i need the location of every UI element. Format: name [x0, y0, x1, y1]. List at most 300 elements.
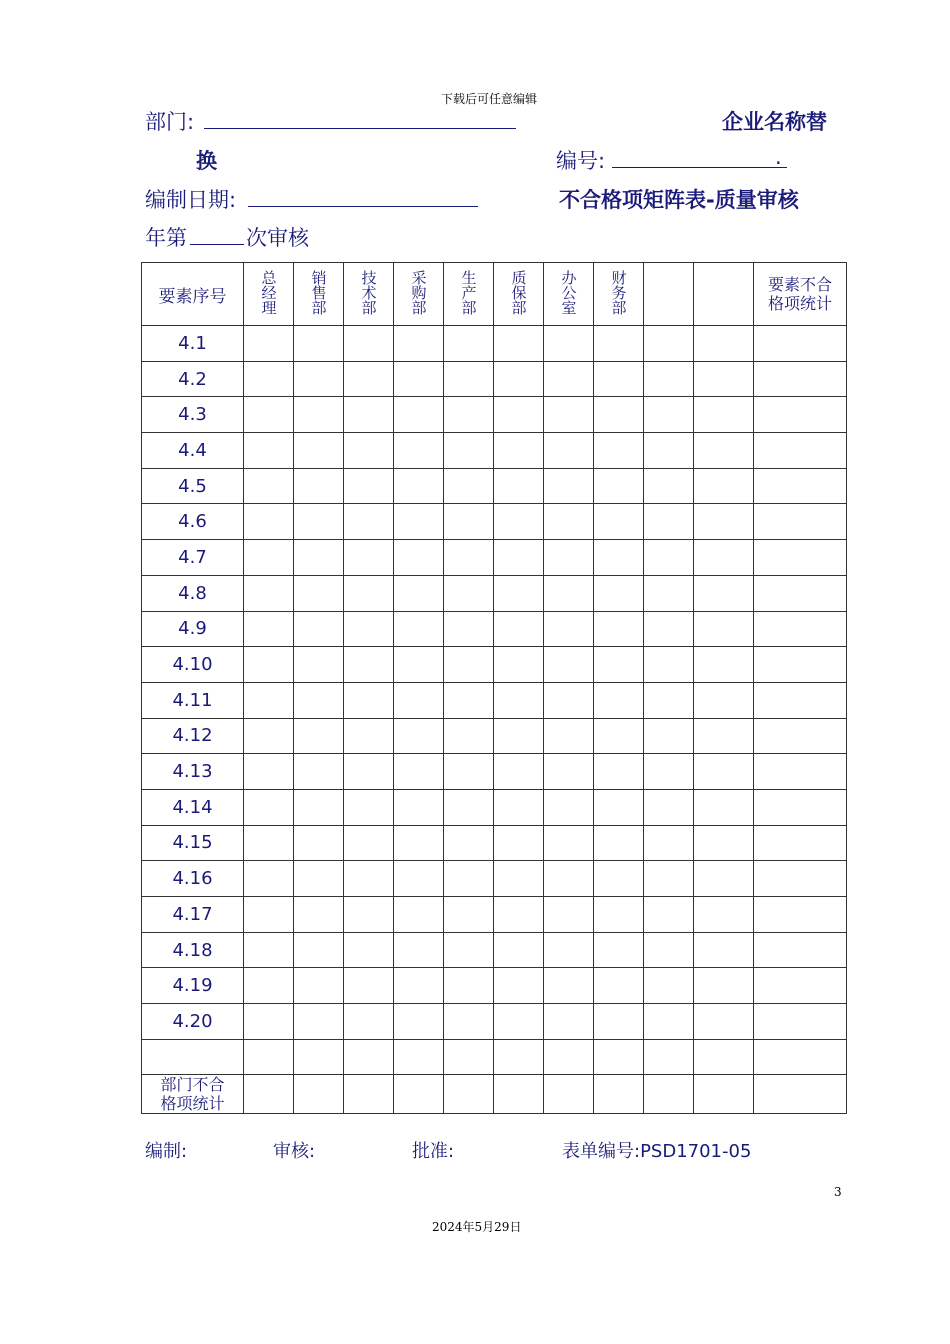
matrix-cell — [244, 611, 294, 647]
element-stat-cell — [754, 789, 847, 825]
matrix-cell — [294, 1039, 344, 1075]
matrix-cell — [544, 1039, 594, 1075]
element-number-cell — [142, 968, 244, 1004]
element-stat-cell — [754, 754, 847, 790]
dept-header — [694, 263, 754, 326]
matrix-cell — [494, 682, 544, 718]
matrix-cell — [644, 789, 694, 825]
matrix-cell — [444, 754, 494, 790]
matrix-cell — [344, 468, 394, 504]
element-stat-cell — [754, 361, 847, 397]
matrix-cell — [244, 397, 294, 433]
matrix-cell — [644, 326, 694, 362]
matrix-cell — [294, 968, 344, 1004]
element-number: 4.20 — [172, 1010, 213, 1032]
matrix-cell — [494, 575, 544, 611]
matrix-cell — [494, 468, 544, 504]
matrix-cell — [694, 1004, 754, 1040]
table-row — [142, 540, 847, 576]
matrix-cell — [344, 326, 394, 362]
matrix-cell — [294, 611, 344, 647]
matrix-cell — [594, 861, 644, 897]
table-row — [142, 468, 847, 504]
reviewed-by-label: 审核: — [273, 1141, 316, 1162]
matrix-cell — [244, 682, 294, 718]
element-number-cell — [142, 789, 244, 825]
matrix-cell — [344, 611, 394, 647]
nonconformity-matrix-table — [141, 262, 847, 1114]
matrix-cell — [544, 968, 594, 1004]
element-number: 4.7 — [178, 546, 207, 568]
matrix-cell — [594, 326, 644, 362]
element-number: 4.3 — [178, 404, 207, 426]
matrix-cell — [494, 397, 544, 433]
matrix-cell — [244, 932, 294, 968]
matrix-cell — [294, 1075, 344, 1114]
matrix-cell — [394, 361, 444, 397]
element-stat-cell — [754, 718, 847, 754]
matrix-cell — [494, 861, 544, 897]
matrix-cell — [294, 682, 344, 718]
matrix-cell — [244, 897, 294, 933]
element-number-cell — [142, 861, 244, 897]
element-number-cell — [142, 575, 244, 611]
matrix-cell — [344, 1039, 394, 1075]
matrix-cell — [694, 932, 754, 968]
table-row — [142, 575, 847, 611]
matrix-cell — [294, 647, 344, 683]
matrix-cell — [244, 468, 294, 504]
matrix-cell — [344, 932, 394, 968]
element-number: 4.17 — [172, 903, 213, 925]
element-number-cell — [142, 647, 244, 683]
element-stat-cell — [754, 326, 847, 362]
element-number-cell — [142, 540, 244, 576]
table-row — [142, 647, 847, 683]
element-number: 4.12 — [172, 725, 213, 747]
matrix-cell — [444, 861, 494, 897]
company-name-line2: 换 — [196, 149, 217, 173]
matrix-cell — [344, 397, 394, 433]
matrix-cell — [644, 718, 694, 754]
matrix-cell — [644, 754, 694, 790]
number-underline — [612, 167, 787, 168]
element-stat-cell — [754, 611, 847, 647]
matrix-cell — [394, 861, 444, 897]
matrix-cell — [594, 575, 644, 611]
matrix-cell — [244, 1004, 294, 1040]
matrix-cell — [294, 825, 344, 861]
matrix-cell — [344, 682, 394, 718]
matrix-cell — [394, 326, 444, 362]
matrix-cell — [394, 1004, 444, 1040]
element-number-cell — [142, 897, 244, 933]
matrix-cell — [394, 611, 444, 647]
element-number: 4.16 — [172, 868, 213, 890]
element-stat-cell — [754, 1039, 847, 1075]
audit-suffix: 次审核 — [246, 226, 309, 250]
matrix-cell — [594, 754, 644, 790]
matrix-cell — [494, 433, 544, 469]
matrix-cell — [494, 540, 544, 576]
matrix-cell — [394, 468, 444, 504]
matrix-cell — [494, 611, 544, 647]
matrix-cell — [594, 504, 644, 540]
table-row — [142, 718, 847, 754]
matrix-cell — [594, 540, 644, 576]
matrix-cell — [244, 433, 294, 469]
element-stat-cell — [754, 825, 847, 861]
matrix-cell — [544, 647, 594, 683]
table-row — [142, 825, 847, 861]
top-note: 下载后可任意编辑 — [441, 92, 538, 106]
matrix-cell — [544, 1075, 594, 1114]
matrix-cell — [694, 861, 754, 897]
matrix-cell — [544, 861, 594, 897]
matrix-cell — [244, 540, 294, 576]
matrix-cell — [544, 575, 594, 611]
matrix-cell — [644, 861, 694, 897]
matrix-cell — [644, 968, 694, 1004]
matrix-cell — [544, 682, 594, 718]
table-header-row — [142, 263, 847, 326]
matrix-cell — [644, 1004, 694, 1040]
element-number: 4.6 — [178, 511, 207, 533]
matrix-cell — [544, 361, 594, 397]
matrix-cell — [494, 1075, 544, 1114]
matrix-cell — [594, 468, 644, 504]
element-number: 4.11 — [172, 689, 213, 711]
matrix-cell — [394, 754, 444, 790]
element-number: 4.9 — [178, 618, 207, 640]
matrix-cell — [444, 468, 494, 504]
matrix-cell — [294, 789, 344, 825]
matrix-cell — [694, 1075, 754, 1114]
element-number-cell — [142, 1039, 244, 1075]
matrix-cell — [594, 1004, 644, 1040]
element-number-cell — [142, 932, 244, 968]
element-number-header: 要素序号 — [142, 263, 244, 326]
matrix-cell — [244, 326, 294, 362]
matrix-cell — [444, 361, 494, 397]
dept-header — [644, 263, 694, 326]
matrix-cell — [544, 1004, 594, 1040]
element-stat-cell — [754, 468, 847, 504]
table-row — [142, 361, 847, 397]
matrix-cell — [494, 718, 544, 754]
matrix-cell — [594, 647, 644, 683]
matrix-cell — [694, 611, 754, 647]
dept-stat-row — [142, 1075, 847, 1114]
table-row — [142, 789, 847, 825]
table-row — [142, 433, 847, 469]
element-number: 4.13 — [172, 761, 213, 783]
form-number: 表单编号:PSD1701-05 — [562, 1141, 752, 1162]
element-stat-cell — [754, 504, 847, 540]
matrix-cell — [694, 789, 754, 825]
matrix-cell — [644, 682, 694, 718]
dept-header: 财务部 — [594, 263, 644, 326]
matrix-cell — [394, 789, 444, 825]
prepared-by-label: 编制: — [145, 1141, 188, 1162]
matrix-cell — [394, 897, 444, 933]
matrix-cell — [544, 433, 594, 469]
matrix-cell — [244, 789, 294, 825]
matrix-cell — [694, 897, 754, 933]
matrix-cell — [544, 397, 594, 433]
matrix-cell — [294, 397, 344, 433]
element-number: 4.1 — [178, 332, 207, 354]
matrix-cell — [694, 504, 754, 540]
matrix-cell — [394, 682, 444, 718]
matrix-cell — [294, 540, 344, 576]
matrix-cell — [594, 361, 644, 397]
matrix-cell — [644, 1075, 694, 1114]
matrix-cell — [594, 611, 644, 647]
matrix-cell — [294, 932, 344, 968]
matrix-cell — [594, 897, 644, 933]
table-row — [142, 397, 847, 433]
element-number: 4.8 — [178, 582, 207, 604]
matrix-cell — [494, 647, 544, 683]
matrix-cell — [644, 1039, 694, 1075]
matrix-cell — [594, 825, 644, 861]
matrix-cell — [244, 754, 294, 790]
element-number-cell — [142, 433, 244, 469]
matrix-cell — [544, 468, 594, 504]
matrix-cell — [494, 361, 544, 397]
element-stat-cell — [754, 1075, 847, 1114]
element-number: 4.5 — [178, 475, 207, 497]
element-number: 4.15 — [172, 832, 213, 854]
matrix-cell — [544, 611, 594, 647]
dept-header: 质保部 — [494, 263, 544, 326]
table-row — [142, 861, 847, 897]
matrix-cell — [544, 897, 594, 933]
matrix-cell — [444, 897, 494, 933]
matrix-cell — [544, 825, 594, 861]
matrix-cell — [494, 326, 544, 362]
element-number-cell — [142, 682, 244, 718]
bottom-date: 2024年5月29日 — [432, 1220, 522, 1234]
matrix-cell — [394, 932, 444, 968]
matrix-cell — [294, 1004, 344, 1040]
matrix-cell — [394, 647, 444, 683]
element-number-cell — [142, 718, 244, 754]
element-stat-cell — [754, 1004, 847, 1040]
element-number: 4.10 — [172, 654, 213, 676]
number-label: 编号: — [556, 149, 606, 173]
matrix-cell — [544, 326, 594, 362]
element-number-cell — [142, 1004, 244, 1040]
matrix-cell — [644, 575, 694, 611]
matrix-cell — [694, 968, 754, 1004]
matrix-cell — [644, 504, 694, 540]
matrix-cell — [644, 932, 694, 968]
table-row — [142, 326, 847, 362]
matrix-cell — [344, 504, 394, 540]
matrix-cell — [344, 647, 394, 683]
matrix-cell — [694, 575, 754, 611]
matrix-cell — [494, 1039, 544, 1075]
element-number-cell — [142, 504, 244, 540]
matrix-cell — [344, 1004, 394, 1040]
matrix-cell — [594, 718, 644, 754]
matrix-cell — [494, 932, 544, 968]
matrix-cell — [244, 1039, 294, 1075]
dept-header: 生产部 — [444, 263, 494, 326]
matrix-cell — [294, 754, 344, 790]
matrix-cell — [344, 575, 394, 611]
matrix-cell — [644, 361, 694, 397]
matrix-cell — [494, 789, 544, 825]
matrix-cell — [444, 789, 494, 825]
matrix-cell — [294, 718, 344, 754]
dept-header: 销售部 — [294, 263, 344, 326]
matrix-cell — [394, 1039, 444, 1075]
page-number: 3 — [834, 1185, 842, 1199]
matrix-cell — [694, 326, 754, 362]
dept-header: 办公室 — [544, 263, 594, 326]
approved-by-label: 批准: — [412, 1141, 455, 1162]
matrix-cell — [444, 1004, 494, 1040]
element-stat-header: 要素不合 格项统计 — [754, 263, 847, 326]
matrix-cell — [444, 1039, 494, 1075]
matrix-cell — [594, 1039, 644, 1075]
matrix-cell — [344, 754, 394, 790]
matrix-cell — [644, 397, 694, 433]
matrix-cell — [244, 647, 294, 683]
element-number: 4.19 — [172, 975, 213, 997]
dept-header: 技术部 — [344, 263, 394, 326]
dept-header: 采购部 — [394, 263, 444, 326]
matrix-cell — [494, 825, 544, 861]
table-row — [142, 897, 847, 933]
element-stat-cell — [754, 861, 847, 897]
element-stat-cell — [754, 682, 847, 718]
matrix-cell — [544, 540, 594, 576]
matrix-cell — [394, 575, 444, 611]
matrix-cell — [344, 433, 394, 469]
matrix-cell — [594, 682, 644, 718]
table-row — [142, 504, 847, 540]
date-label: 编制日期: — [145, 188, 237, 212]
matrix-cell — [544, 789, 594, 825]
element-number: 4.18 — [172, 939, 213, 961]
matrix-cell — [244, 718, 294, 754]
element-stat-cell — [754, 968, 847, 1004]
dept-stat-label-cell — [142, 1075, 244, 1114]
element-number-cell — [142, 326, 244, 362]
matrix-cell — [394, 968, 444, 1004]
element-stat-cell — [754, 433, 847, 469]
matrix-cell — [344, 540, 394, 576]
dept-underline — [204, 128, 516, 129]
matrix-cell — [344, 861, 394, 897]
matrix-cell — [394, 433, 444, 469]
matrix-cell — [694, 397, 754, 433]
matrix-cell — [594, 1075, 644, 1114]
matrix-cell — [594, 433, 644, 469]
matrix-cell — [444, 968, 494, 1004]
matrix-cell — [244, 861, 294, 897]
matrix-cell — [544, 932, 594, 968]
matrix-cell — [294, 575, 344, 611]
table-row — [142, 1039, 847, 1075]
matrix-cell — [694, 718, 754, 754]
matrix-cell — [494, 968, 544, 1004]
matrix-cell — [294, 326, 344, 362]
matrix-cell — [444, 718, 494, 754]
matrix-cell — [344, 361, 394, 397]
matrix-cell — [244, 504, 294, 540]
element-stat-cell — [754, 575, 847, 611]
matrix-cell — [494, 897, 544, 933]
element-number: 4.4 — [178, 439, 207, 461]
matrix-cell — [444, 397, 494, 433]
matrix-cell — [394, 825, 444, 861]
table-row — [142, 754, 847, 790]
form-title: 不合格项矩阵表-质量审核 — [559, 188, 799, 212]
matrix-cell — [694, 647, 754, 683]
dept-stat-label: 部门不合 格项统计 — [160, 1075, 225, 1114]
element-number-cell — [142, 754, 244, 790]
matrix-cell — [694, 754, 754, 790]
dept-header: 总经理 — [244, 263, 294, 326]
matrix-cell — [644, 825, 694, 861]
audit-prefix: 年第 — [145, 226, 187, 250]
audit-number-underline — [190, 244, 244, 245]
dept-label: 部门: — [145, 110, 195, 134]
matrix-cell — [344, 825, 394, 861]
element-number-cell — [142, 397, 244, 433]
matrix-cell — [644, 468, 694, 504]
matrix-cell — [344, 789, 394, 825]
matrix-cell — [294, 504, 344, 540]
matrix-cell — [344, 968, 394, 1004]
matrix-cell — [494, 754, 544, 790]
matrix-cell — [694, 361, 754, 397]
matrix-cell — [294, 468, 344, 504]
matrix-cell — [694, 1039, 754, 1075]
matrix-cell — [644, 611, 694, 647]
matrix-cell — [444, 575, 494, 611]
matrix-cell — [444, 1075, 494, 1114]
matrix-cell — [444, 611, 494, 647]
matrix-cell — [394, 540, 444, 576]
element-stat-cell — [754, 897, 847, 933]
matrix-cell — [444, 433, 494, 469]
matrix-cell — [644, 647, 694, 683]
matrix-cell — [244, 361, 294, 397]
matrix-cell — [644, 433, 694, 469]
matrix-cell — [594, 932, 644, 968]
matrix-cell — [694, 433, 754, 469]
matrix-cell — [594, 789, 644, 825]
matrix-cell — [244, 575, 294, 611]
matrix-cell — [444, 647, 494, 683]
matrix-cell — [694, 540, 754, 576]
matrix-cell — [244, 825, 294, 861]
company-name-line1: 企业名称替 — [722, 110, 827, 134]
matrix-cell — [344, 897, 394, 933]
matrix-cell — [694, 682, 754, 718]
element-stat-cell — [754, 647, 847, 683]
matrix-cell — [694, 825, 754, 861]
matrix-cell — [444, 932, 494, 968]
table-row — [142, 682, 847, 718]
matrix-cell — [444, 326, 494, 362]
